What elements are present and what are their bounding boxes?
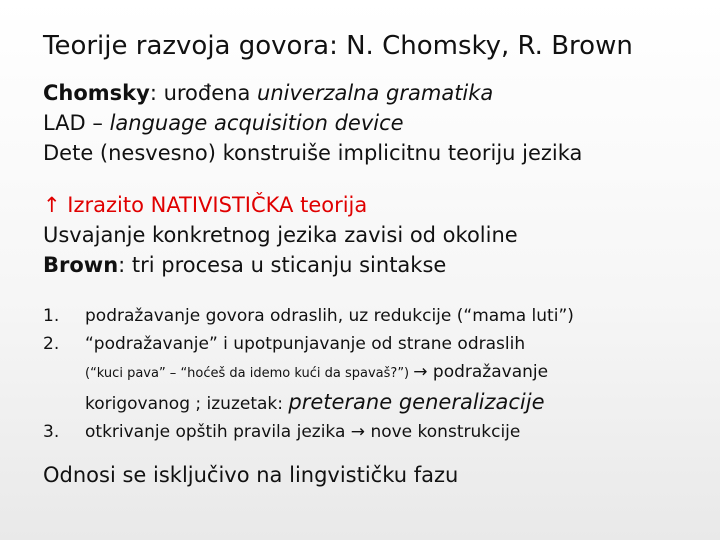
implicit-theory-line: Dete (nesvesno) konstruiše implicitnu teoriju jezika [43,141,583,165]
brown-rest: : tri procesa u sticanju sintakse [118,253,447,277]
list-item [43,302,693,330]
list-number: 3. [43,422,60,442]
lad-lead: LAD – [43,111,110,135]
exception-lead: korigovanog ; izuzetak: [85,394,289,414]
list-item-text: otkrivanje opštih pravila jezika → nove konstrukcije [85,422,521,442]
lad-line [43,108,582,138]
environment-line: Usvajanje konkretnog jezika zavisi od okoline [43,223,518,247]
list-item-text: podražavanje govora odraslih, uz redukcije (“mama luti”) [85,306,574,326]
example-quote: (“kuci pava” – “hoćeš da idemo kući da spavaš?”) [85,366,414,381]
example-arrow-text: → podražavanje [413,362,549,382]
lad-definition: language acquisition device [109,111,404,135]
universal-grammar-text: univerzalna gramatika [257,81,494,105]
chomsky-name: Chomsky [43,81,150,105]
chomsky-line [43,78,582,108]
brown-name: Brown [43,253,119,277]
example-line [85,358,693,388]
list-item-text: “podražavanje” i upotpunjavanje od strane odraslih [85,334,526,354]
chomsky-colon-text: : urođena [149,81,258,105]
list-number: 2. [43,334,60,354]
list-item [43,418,693,446]
brown-block [43,190,518,280]
nativist-line: ↑ Izrazito NATIVISTIČKA teorija [43,193,368,217]
exception-line [85,388,693,418]
chomsky-block [43,78,582,168]
overgeneralization-text: preterane generalizacije [288,390,545,414]
slide-title: Teorije razvoja govora: N. Chomsky, R. Brown [43,31,633,61]
footer-statement: Odnosi se isključivo na lingvističku fazu [43,463,459,487]
brown-line [43,250,518,280]
list-item [43,330,693,358]
process-list [43,302,693,446]
list-number: 1. [43,306,60,326]
